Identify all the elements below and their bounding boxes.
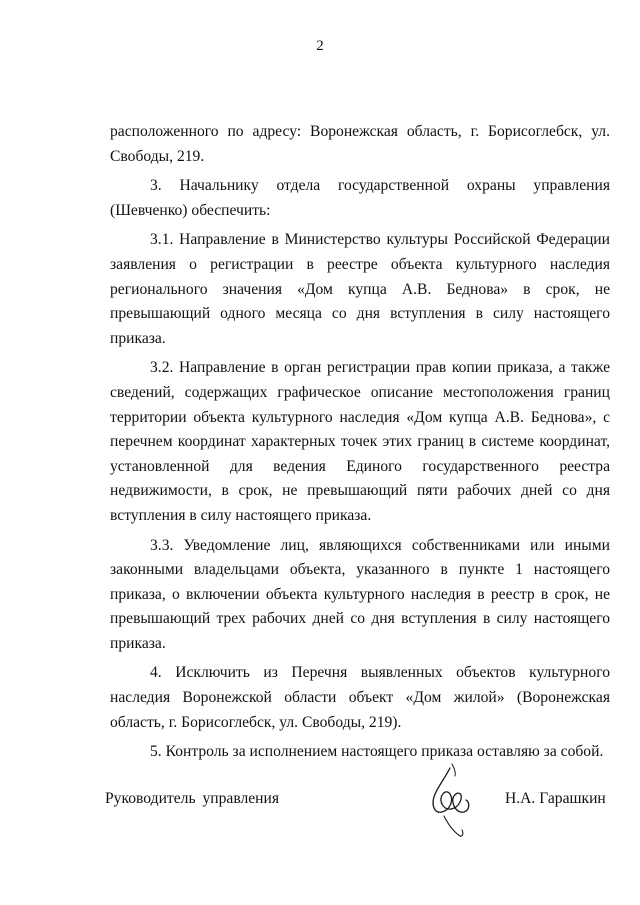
paragraph-item-3-2: 3.2. Направление в орган регистрации прав копии приказа, а также сведений, содержащих графическое описание местоположения границ территории объекта культурного наследия «Дом купца А.В. Беднова», с перечнем координат характерных точек этих границ в системе координат, установленной для ведения Единого государственного реестра недвижимости, в срок, не превышающий пяти рабочих дней со дня вступления в силу настоящего приказа. — [110, 359, 610, 524]
handwritten-signature — [420, 762, 480, 842]
paragraph-item-3: 3. Начальнику отдела государственной охраны управления (Шевченко) обеспечить: — [110, 177, 610, 219]
document-body — [110, 120, 610, 765]
paragraph-item-5: 5. Контроль за исполнением настоящего приказа оставляю за собой. — [150, 743, 604, 761]
signer-name: Н.А. Гарашкин — [505, 790, 606, 807]
paragraph-item-3-3: 3.3. Уведомление лиц, являющихся собственниками или иными законными владельцами объекта, указанного в пункте 1 настоящего приказа, о включении объекта культурного наследия в реестр в срок, не превышающий трех рабочих дней со дня вступления в силу настоящего приказа. — [110, 536, 610, 652]
page-number: 2 — [316, 38, 324, 54]
paragraph-continuation: расположенного по адресу: Воронежская область, г. Борисоглебск, ул. Свободы, 219. — [110, 123, 610, 165]
signer-title: Руководитель управления — [105, 790, 280, 807]
paragraph-item-4: 4. Исключить из Перечня выявленных объектов культурного наследия Воронежской области объект «Дом жилой» (Воронежская область, г. Борисоглебск, ул. Свободы, 219). — [110, 664, 610, 731]
paragraph-item-3-1: 3.1. Направление в Министерство культуры Российской Федерации заявления о регистрации в реестре объекта культурного наследия регионального значения «Дом купца А.В. Беднова» в срок, не превышающий одного месяца со дня вступления в силу настоящего приказа. — [110, 231, 610, 347]
